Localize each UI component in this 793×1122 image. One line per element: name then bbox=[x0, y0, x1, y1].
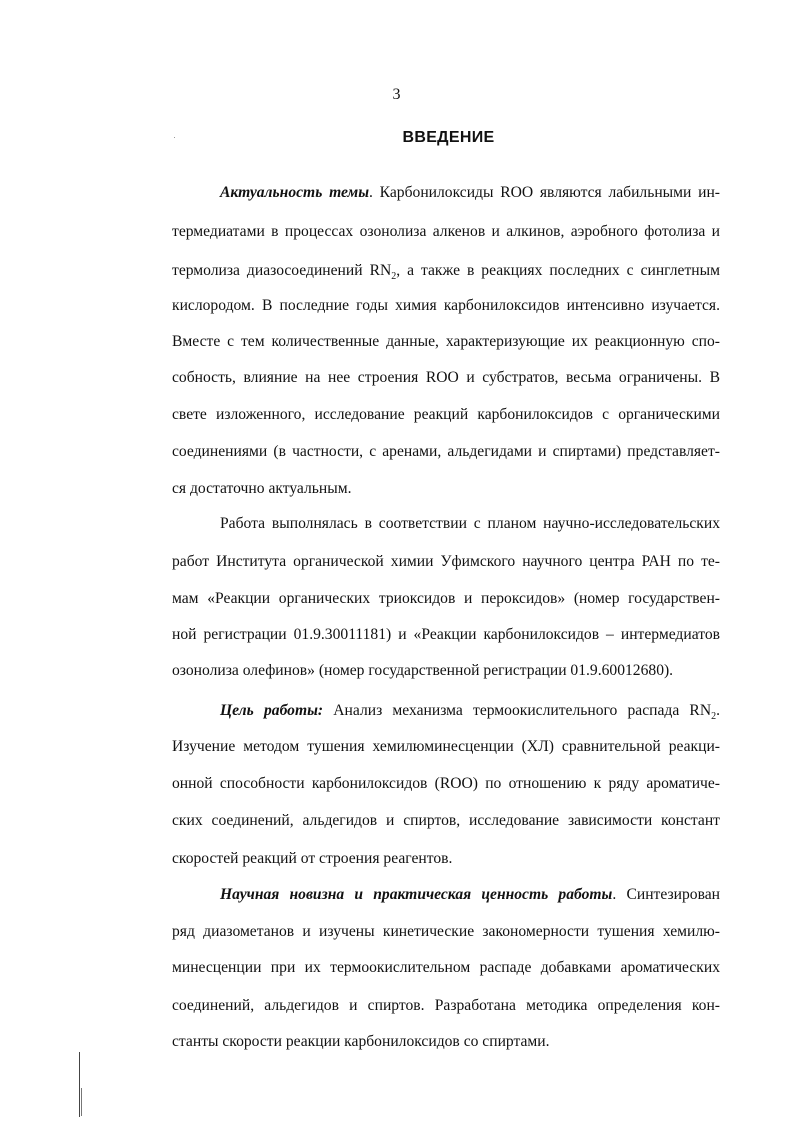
paragraph-lead: Научная новизна и практическая ценность работы bbox=[220, 886, 613, 903]
paragraph-line: ной регистрации 01.9.30011181) и «Реакции карбонилоксидов – интермедиатов bbox=[172, 626, 720, 643]
section-heading: ВВЕДЕНИЕ bbox=[402, 129, 495, 146]
paragraph-line: работ Института органической химии Уфимского научного центра РАН по те- bbox=[172, 553, 720, 570]
paragraph-line: Научная новизна и практическая ценность работы. Синтезирован bbox=[220, 886, 720, 903]
paragraph-line: Изучение методом тушения хемилюминесценции (ХЛ) сравнительной реакци- bbox=[172, 738, 720, 755]
margin-mark bbox=[81, 1088, 82, 1116]
paragraph-line: термедиатами в процессах озонолиза алкенов и алкинов, аэробного фотолиза и bbox=[172, 223, 720, 240]
paragraph-lead: Актуальность темы bbox=[220, 184, 370, 201]
paragraph-line: свете изложенного, исследование реакций карбонилоксидов с органическими bbox=[172, 406, 720, 423]
paragraph-line: Работа выполнялась в соответствии с планом научно-исследовательских bbox=[220, 515, 720, 532]
page-number: 3 bbox=[392, 86, 401, 103]
paragraph-line: термолиза диазосоединений $RN_2$, а также в реакциях последних с синглетным bbox=[172, 262, 720, 283]
paragraph-line: ся достаточно актуальным. bbox=[172, 480, 352, 497]
paragraph-line: скоростей реакций от строения реагентов. bbox=[172, 850, 453, 867]
paragraph-line: минесценции при их термоокислительном распаде добавками ароматических bbox=[172, 959, 720, 976]
paragraph-line: ских соединений, альдегидов и спиртов, исследование зависимости констант bbox=[172, 812, 720, 829]
paragraph-line: мам «Реакции органических триоксидов и пероксидов» (номер государствен- bbox=[172, 590, 720, 607]
paragraph-line: станты скорости реакции карбонилоксидов со спиртами. bbox=[172, 1033, 550, 1050]
margin-mark bbox=[79, 1052, 80, 1117]
paragraph-line: Актуальность темы. Карбонилоксиды ROO являются лабильными ин- bbox=[220, 184, 720, 201]
paragraph-line: онной способности карбонилоксидов (ROO) по отношению к ряду ароматиче- bbox=[172, 775, 720, 792]
paragraph-line: Вместе с тем количественные данные, характеризующие их реакционную спо- bbox=[172, 333, 720, 350]
paragraph-line: озонолиза олефинов» (номер государственной регистрации 01.9.60012680). bbox=[172, 662, 674, 679]
paragraph-line: ряд диазометанов и изучены кинетические закономерности тушения хемилю- bbox=[172, 923, 720, 940]
paragraph-line: Цель работы: Анализ механизма термоокислительного распада $RN_2$. bbox=[220, 702, 720, 723]
paragraph-line: кислородом. В последние годы химия карбонилоксидов интенсивно изучается. bbox=[172, 297, 720, 314]
paragraph-line: собность, влияние на нее строения ROO и субстратов, весьма ограничены. В bbox=[172, 369, 720, 386]
paragraph-lead: Цель работы: bbox=[220, 702, 324, 719]
paragraph-line: соединениями (в частности, с аренами, альдегидами и спиртами) представляет- bbox=[172, 443, 720, 460]
paragraph-line: соединений, альдегидов и спиртов. Разработана методика определения кон- bbox=[172, 997, 720, 1014]
